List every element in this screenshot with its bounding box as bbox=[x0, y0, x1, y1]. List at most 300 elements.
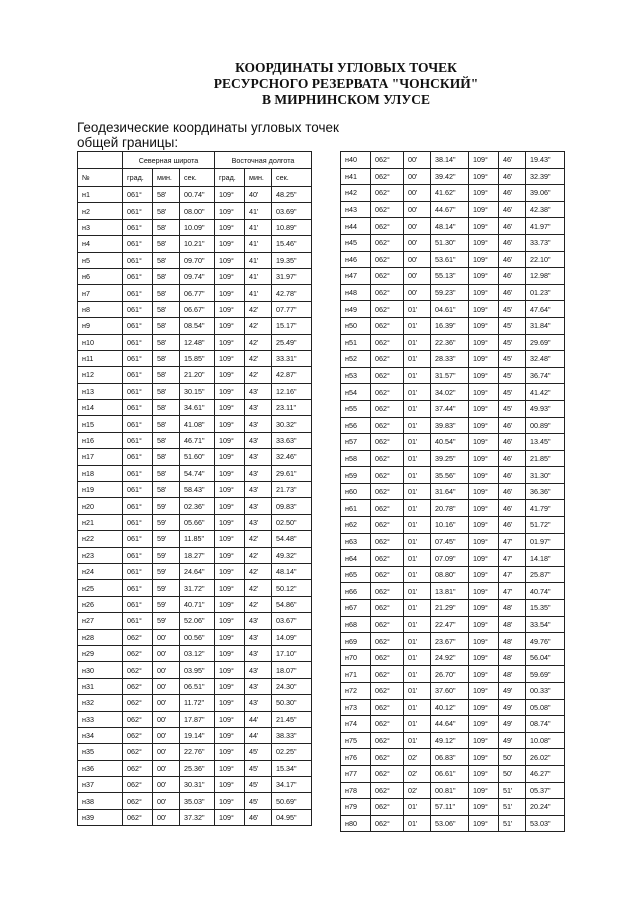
lat-deg-cell: 061° bbox=[123, 334, 153, 350]
lat-deg-cell: 061° bbox=[123, 531, 153, 547]
lat-min-cell: 58' bbox=[153, 203, 180, 219]
lat-sec-cell: 22.47" bbox=[431, 616, 469, 633]
lat-deg-cell: 062° bbox=[371, 251, 404, 268]
header-lat-deg: град. bbox=[123, 169, 153, 187]
lat-min-cell: 01' bbox=[404, 434, 431, 451]
point-id-cell: н27 bbox=[78, 613, 123, 629]
lon-min-cell: 45' bbox=[499, 384, 526, 401]
lon-min-cell: 46' bbox=[499, 268, 526, 285]
lat-sec-cell: 30.15" bbox=[180, 383, 215, 399]
lon-sec-cell: 41.42" bbox=[526, 384, 565, 401]
lon-sec-cell: 10.08" bbox=[526, 732, 565, 749]
lon-min-cell: 46' bbox=[499, 201, 526, 218]
lon-min-cell: 48' bbox=[499, 616, 526, 633]
lat-sec-cell: 12.48" bbox=[180, 334, 215, 350]
lat-min-cell: 58' bbox=[153, 285, 180, 301]
lat-deg-cell: 062° bbox=[371, 351, 404, 368]
lat-deg-cell: 062° bbox=[371, 317, 404, 334]
lon-deg-cell: 109° bbox=[469, 384, 499, 401]
lat-deg-cell: 062° bbox=[371, 483, 404, 500]
lon-sec-cell: 36.74" bbox=[526, 367, 565, 384]
lon-min-cell: 43' bbox=[245, 514, 272, 530]
lon-min-cell: 47' bbox=[499, 583, 526, 600]
table-row bbox=[78, 318, 312, 334]
lon-deg-cell: 109° bbox=[215, 252, 245, 268]
lat-deg-cell: 061° bbox=[123, 203, 153, 219]
lat-sec-cell: 16.39" bbox=[431, 317, 469, 334]
lon-min-cell: 44' bbox=[245, 727, 272, 743]
lon-deg-cell: 109° bbox=[215, 449, 245, 465]
lat-sec-cell: 41.62" bbox=[431, 185, 469, 202]
lon-deg-cell: 109° bbox=[215, 629, 245, 645]
lat-deg-cell: 062° bbox=[371, 616, 404, 633]
lat-deg-cell: 062° bbox=[371, 799, 404, 816]
point-id-cell: н35 bbox=[78, 744, 123, 760]
lon-sec-cell: 19.43" bbox=[526, 152, 565, 169]
lon-sec-cell: 24.30" bbox=[272, 678, 312, 694]
lat-deg-cell: 062° bbox=[123, 678, 153, 694]
lat-sec-cell: 35.56" bbox=[431, 467, 469, 484]
lon-min-cell: 45' bbox=[499, 367, 526, 384]
lat-min-cell: 00' bbox=[404, 218, 431, 235]
lat-sec-cell: 39.42" bbox=[431, 168, 469, 185]
lat-sec-cell: 26.70" bbox=[431, 666, 469, 683]
lat-min-cell: 01' bbox=[404, 334, 431, 351]
lat-deg-cell: 061° bbox=[123, 301, 153, 317]
lat-sec-cell: 10.21" bbox=[180, 236, 215, 252]
lat-deg-cell: 061° bbox=[123, 465, 153, 481]
table-row bbox=[341, 500, 565, 517]
lon-sec-cell: 34.17" bbox=[272, 777, 312, 793]
lat-min-cell: 00' bbox=[404, 234, 431, 251]
point-id-cell: н53 bbox=[341, 367, 371, 384]
lon-sec-cell: 39.06" bbox=[526, 185, 565, 202]
lon-deg-cell: 109° bbox=[215, 695, 245, 711]
lon-min-cell: 48' bbox=[499, 633, 526, 650]
lat-deg-cell: 062° bbox=[371, 533, 404, 550]
lat-min-cell: 00' bbox=[404, 168, 431, 185]
table-row bbox=[341, 782, 565, 799]
point-id-cell: н4 bbox=[78, 236, 123, 252]
lon-min-cell: 46' bbox=[499, 467, 526, 484]
lon-deg-cell: 109° bbox=[215, 318, 245, 334]
point-id-cell: н77 bbox=[341, 765, 371, 782]
lat-deg-cell: 062° bbox=[371, 168, 404, 185]
lon-min-cell: 40' bbox=[245, 187, 272, 203]
point-id-cell: н9 bbox=[78, 318, 123, 334]
lat-sec-cell: 03.95" bbox=[180, 662, 215, 678]
lat-sec-cell: 07.45" bbox=[431, 533, 469, 550]
lat-min-cell: 00' bbox=[404, 185, 431, 202]
lat-min-cell: 01' bbox=[404, 483, 431, 500]
table-row bbox=[341, 400, 565, 417]
table-row bbox=[78, 187, 312, 203]
point-id-cell: н13 bbox=[78, 383, 123, 399]
lon-deg-cell: 109° bbox=[215, 563, 245, 579]
lon-deg-cell: 109° bbox=[469, 749, 499, 766]
lon-sec-cell: 46.27" bbox=[526, 765, 565, 782]
lon-min-cell: 46' bbox=[499, 284, 526, 301]
lat-deg-cell: 061° bbox=[123, 268, 153, 284]
lon-min-cell: 42' bbox=[245, 580, 272, 596]
lat-deg-cell: 061° bbox=[123, 236, 153, 252]
lat-min-cell: 58' bbox=[153, 318, 180, 334]
lon-deg-cell: 109° bbox=[215, 580, 245, 596]
lat-sec-cell: 10.09" bbox=[180, 219, 215, 235]
lon-deg-cell: 109° bbox=[469, 649, 499, 666]
lat-deg-cell: 062° bbox=[371, 583, 404, 600]
lat-min-cell: 01' bbox=[404, 317, 431, 334]
lat-deg-cell: 061° bbox=[123, 580, 153, 596]
lon-deg-cell: 109° bbox=[469, 251, 499, 268]
point-id-cell: н75 bbox=[341, 732, 371, 749]
point-id-cell: н70 bbox=[341, 649, 371, 666]
table-row bbox=[341, 417, 565, 434]
lon-sec-cell: 59.69" bbox=[526, 666, 565, 683]
lon-min-cell: 43' bbox=[245, 449, 272, 465]
lon-sec-cell: 02.25" bbox=[272, 744, 312, 760]
lon-sec-cell: 41.97" bbox=[526, 218, 565, 235]
lat-min-cell: 00' bbox=[153, 629, 180, 645]
header-lat-min: мин. bbox=[153, 169, 180, 187]
lon-min-cell: 46' bbox=[499, 517, 526, 534]
lat-sec-cell: 49.12" bbox=[431, 732, 469, 749]
lon-min-cell: 43' bbox=[245, 482, 272, 498]
lon-min-cell: 45' bbox=[499, 334, 526, 351]
lat-sec-cell: 17.87" bbox=[180, 711, 215, 727]
lat-deg-cell: 062° bbox=[123, 645, 153, 661]
lon-min-cell: 48' bbox=[499, 600, 526, 617]
lon-sec-cell: 33.31" bbox=[272, 350, 312, 366]
table-row bbox=[78, 662, 312, 678]
point-id-cell: н8 bbox=[78, 301, 123, 317]
lon-deg-cell: 109° bbox=[469, 517, 499, 534]
lat-min-cell: 58' bbox=[153, 449, 180, 465]
table-row bbox=[341, 351, 565, 368]
table-row bbox=[78, 727, 312, 743]
lat-min-cell: 01' bbox=[404, 384, 431, 401]
lat-deg-cell: 062° bbox=[371, 417, 404, 434]
lon-min-cell: 45' bbox=[245, 793, 272, 809]
lat-sec-cell: 22.76" bbox=[180, 744, 215, 760]
lat-sec-cell: 39.25" bbox=[431, 450, 469, 467]
point-id-cell: н34 bbox=[78, 727, 123, 743]
lat-min-cell: 01' bbox=[404, 583, 431, 600]
lon-sec-cell: 32.48" bbox=[526, 351, 565, 368]
lon-sec-cell: 12.98" bbox=[526, 268, 565, 285]
point-id-cell: н63 bbox=[341, 533, 371, 550]
lat-deg-cell: 062° bbox=[371, 301, 404, 318]
lon-sec-cell: 48.25" bbox=[272, 187, 312, 203]
lon-min-cell: 42' bbox=[245, 367, 272, 383]
coordinates-table-right bbox=[340, 151, 565, 832]
lat-min-cell: 01' bbox=[404, 815, 431, 832]
lon-min-cell: 45' bbox=[245, 744, 272, 760]
header-lon-min: мин. bbox=[245, 169, 272, 187]
table-row bbox=[341, 367, 565, 384]
point-id-cell: н6 bbox=[78, 268, 123, 284]
lon-min-cell: 42' bbox=[245, 318, 272, 334]
point-id-cell: н1 bbox=[78, 187, 123, 203]
lon-deg-cell: 109° bbox=[469, 201, 499, 218]
table-row bbox=[78, 711, 312, 727]
lon-deg-cell: 109° bbox=[215, 793, 245, 809]
lon-deg-cell: 109° bbox=[469, 765, 499, 782]
lat-deg-cell: 061° bbox=[123, 416, 153, 432]
lon-min-cell: 46' bbox=[499, 417, 526, 434]
table-row bbox=[341, 815, 565, 832]
lon-sec-cell: 14.18" bbox=[526, 550, 565, 567]
lon-sec-cell: 49.32" bbox=[272, 547, 312, 563]
lat-min-cell: 59' bbox=[153, 547, 180, 563]
table-row bbox=[341, 301, 565, 318]
lat-deg-cell: 062° bbox=[371, 367, 404, 384]
lat-deg-cell: 062° bbox=[371, 450, 404, 467]
lon-deg-cell: 109° bbox=[215, 596, 245, 612]
lat-deg-cell: 061° bbox=[123, 285, 153, 301]
lat-min-cell: 02' bbox=[404, 749, 431, 766]
lat-min-cell: 01' bbox=[404, 633, 431, 650]
lon-sec-cell: 01.23" bbox=[526, 284, 565, 301]
point-id-cell: н78 bbox=[341, 782, 371, 799]
lon-sec-cell: 56.04" bbox=[526, 649, 565, 666]
lat-sec-cell: 34.61" bbox=[180, 400, 215, 416]
point-id-cell: н69 bbox=[341, 633, 371, 650]
lon-deg-cell: 109° bbox=[469, 583, 499, 600]
lat-sec-cell: 06.77" bbox=[180, 285, 215, 301]
table-row bbox=[341, 317, 565, 334]
lat-sec-cell: 06.83" bbox=[431, 749, 469, 766]
lon-min-cell: 45' bbox=[245, 760, 272, 776]
lat-sec-cell: 44.67" bbox=[431, 201, 469, 218]
table-row bbox=[341, 234, 565, 251]
lat-deg-cell: 062° bbox=[123, 711, 153, 727]
lat-sec-cell: 04.61" bbox=[431, 301, 469, 318]
lat-deg-cell: 062° bbox=[371, 284, 404, 301]
lon-sec-cell: 32.39" bbox=[526, 168, 565, 185]
lat-sec-cell: 28.33" bbox=[431, 351, 469, 368]
lat-deg-cell: 061° bbox=[123, 432, 153, 448]
lat-min-cell: 59' bbox=[153, 498, 180, 514]
coordinates-table-left bbox=[77, 151, 312, 826]
lon-min-cell: 42' bbox=[245, 547, 272, 563]
table-row bbox=[78, 629, 312, 645]
lat-min-cell: 01' bbox=[404, 417, 431, 434]
header-north-latitude: Северная широта bbox=[123, 152, 215, 169]
lat-sec-cell: 59.23" bbox=[431, 284, 469, 301]
point-id-cell: н16 bbox=[78, 432, 123, 448]
lon-deg-cell: 109° bbox=[215, 236, 245, 252]
table-row bbox=[78, 514, 312, 530]
lon-deg-cell: 109° bbox=[469, 732, 499, 749]
lon-deg-cell: 109° bbox=[469, 434, 499, 451]
lon-min-cell: 51' bbox=[499, 799, 526, 816]
lat-sec-cell: 23.67" bbox=[431, 633, 469, 650]
lon-min-cell: 41' bbox=[245, 219, 272, 235]
subtitle-line-2: общей границы: bbox=[77, 135, 179, 150]
lon-sec-cell: 36.36" bbox=[526, 483, 565, 500]
lon-min-cell: 43' bbox=[245, 400, 272, 416]
lat-deg-cell: 061° bbox=[123, 252, 153, 268]
lat-deg-cell: 062° bbox=[123, 727, 153, 743]
lat-min-cell: 58' bbox=[153, 252, 180, 268]
lat-sec-cell: 35.03" bbox=[180, 793, 215, 809]
table-row bbox=[78, 793, 312, 809]
table-row bbox=[78, 203, 312, 219]
lat-min-cell: 01' bbox=[404, 550, 431, 567]
table-row bbox=[341, 649, 565, 666]
point-id-cell: н56 bbox=[341, 417, 371, 434]
table-row bbox=[78, 531, 312, 547]
lat-sec-cell: 18.27" bbox=[180, 547, 215, 563]
table-row bbox=[78, 449, 312, 465]
lat-deg-cell: 061° bbox=[123, 482, 153, 498]
lon-min-cell: 43' bbox=[245, 613, 272, 629]
lat-sec-cell: 55.13" bbox=[431, 268, 469, 285]
lon-sec-cell: 50.69" bbox=[272, 793, 312, 809]
lon-min-cell: 43' bbox=[245, 416, 272, 432]
point-id-cell: н43 bbox=[341, 201, 371, 218]
lat-sec-cell: 00.56" bbox=[180, 629, 215, 645]
lat-sec-cell: 53.06" bbox=[431, 815, 469, 832]
lon-sec-cell: 21.73" bbox=[272, 482, 312, 498]
lon-deg-cell: 109° bbox=[215, 711, 245, 727]
lat-min-cell: 00' bbox=[153, 727, 180, 743]
lat-deg-cell: 061° bbox=[123, 613, 153, 629]
point-id-cell: н30 bbox=[78, 662, 123, 678]
lat-min-cell: 00' bbox=[404, 251, 431, 268]
table-row bbox=[78, 744, 312, 760]
lat-deg-cell: 062° bbox=[371, 201, 404, 218]
lon-min-cell: 45' bbox=[499, 351, 526, 368]
lon-deg-cell: 109° bbox=[469, 301, 499, 318]
lon-deg-cell: 109° bbox=[215, 482, 245, 498]
point-id-cell: н45 bbox=[341, 234, 371, 251]
lat-min-cell: 58' bbox=[153, 301, 180, 317]
lat-deg-cell: 061° bbox=[123, 596, 153, 612]
lat-min-cell: 01' bbox=[404, 699, 431, 716]
table-row bbox=[341, 550, 565, 567]
lon-deg-cell: 109° bbox=[469, 683, 499, 700]
lat-deg-cell: 061° bbox=[123, 563, 153, 579]
point-id-cell: н14 bbox=[78, 400, 123, 416]
lon-min-cell: 47' bbox=[499, 550, 526, 567]
table-row bbox=[341, 483, 565, 500]
lat-deg-cell: 062° bbox=[123, 793, 153, 809]
table-header-units-row bbox=[78, 169, 312, 187]
lat-deg-cell: 062° bbox=[371, 683, 404, 700]
lat-min-cell: 01' bbox=[404, 400, 431, 417]
table-row bbox=[78, 236, 312, 252]
table-row bbox=[78, 219, 312, 235]
document-title bbox=[0, 60, 640, 108]
lat-min-cell: 00' bbox=[153, 793, 180, 809]
lat-min-cell: 59' bbox=[153, 613, 180, 629]
lon-min-cell: 42' bbox=[245, 350, 272, 366]
point-id-cell: н19 bbox=[78, 482, 123, 498]
lon-min-cell: 46' bbox=[499, 185, 526, 202]
lat-sec-cell: 30.31" bbox=[180, 777, 215, 793]
lat-sec-cell: 06.67" bbox=[180, 301, 215, 317]
lat-min-cell: 58' bbox=[153, 416, 180, 432]
lon-deg-cell: 109° bbox=[215, 416, 245, 432]
table-row bbox=[341, 268, 565, 285]
lon-sec-cell: 18.07" bbox=[272, 662, 312, 678]
lat-sec-cell: 52.06" bbox=[180, 613, 215, 629]
lon-deg-cell: 109° bbox=[469, 483, 499, 500]
lon-deg-cell: 109° bbox=[469, 334, 499, 351]
lon-min-cell: 48' bbox=[499, 666, 526, 683]
lat-sec-cell: 31.57" bbox=[431, 367, 469, 384]
lat-deg-cell: 062° bbox=[371, 666, 404, 683]
lon-sec-cell: 12.16" bbox=[272, 383, 312, 399]
header-number: № bbox=[78, 169, 123, 187]
lon-sec-cell: 49.93" bbox=[526, 400, 565, 417]
lat-deg-cell: 062° bbox=[371, 517, 404, 534]
lat-min-cell: 00' bbox=[404, 284, 431, 301]
lat-min-cell: 01' bbox=[404, 666, 431, 683]
lat-min-cell: 01' bbox=[404, 600, 431, 617]
table-header-group-row bbox=[78, 152, 312, 169]
lat-min-cell: 02' bbox=[404, 782, 431, 799]
lat-deg-cell: 062° bbox=[371, 633, 404, 650]
point-id-cell: н2 bbox=[78, 203, 123, 219]
table-row bbox=[78, 613, 312, 629]
lat-sec-cell: 40.54" bbox=[431, 434, 469, 451]
lat-sec-cell: 15.85" bbox=[180, 350, 215, 366]
lat-deg-cell: 061° bbox=[123, 367, 153, 383]
lon-sec-cell: 29.61" bbox=[272, 465, 312, 481]
point-id-cell: н24 bbox=[78, 563, 123, 579]
lat-sec-cell: 21.29" bbox=[431, 600, 469, 617]
lat-min-cell: 58' bbox=[153, 367, 180, 383]
lon-sec-cell: 42.78" bbox=[272, 285, 312, 301]
lat-deg-cell: 061° bbox=[123, 514, 153, 530]
lat-min-cell: 58' bbox=[153, 187, 180, 203]
table-row bbox=[341, 168, 565, 185]
lon-deg-cell: 109° bbox=[469, 351, 499, 368]
lon-min-cell: 46' bbox=[499, 434, 526, 451]
lat-sec-cell: 09.70" bbox=[180, 252, 215, 268]
lat-deg-cell: 062° bbox=[123, 744, 153, 760]
lat-sec-cell: 11.85" bbox=[180, 531, 215, 547]
lon-deg-cell: 109° bbox=[215, 400, 245, 416]
lon-deg-cell: 109° bbox=[215, 760, 245, 776]
lat-min-cell: 00' bbox=[153, 744, 180, 760]
lon-deg-cell: 109° bbox=[215, 301, 245, 317]
lon-sec-cell: 54.86" bbox=[272, 596, 312, 612]
lat-min-cell: 59' bbox=[153, 596, 180, 612]
table-row bbox=[78, 580, 312, 596]
lat-sec-cell: 24.64" bbox=[180, 563, 215, 579]
point-id-cell: н65 bbox=[341, 566, 371, 583]
lat-deg-cell: 062° bbox=[123, 760, 153, 776]
lat-min-cell: 58' bbox=[153, 465, 180, 481]
lon-deg-cell: 109° bbox=[215, 645, 245, 661]
lat-sec-cell: 06.51" bbox=[180, 678, 215, 694]
lat-deg-cell: 062° bbox=[371, 732, 404, 749]
lon-sec-cell: 01.97" bbox=[526, 533, 565, 550]
point-id-cell: н17 bbox=[78, 449, 123, 465]
lat-deg-cell: 062° bbox=[371, 334, 404, 351]
lat-sec-cell: 08.80" bbox=[431, 566, 469, 583]
lon-sec-cell: 20.24" bbox=[526, 799, 565, 816]
lon-min-cell: 41' bbox=[245, 203, 272, 219]
lat-min-cell: 02' bbox=[404, 765, 431, 782]
table-row bbox=[341, 152, 565, 169]
point-id-cell: н57 bbox=[341, 434, 371, 451]
lat-deg-cell: 062° bbox=[371, 765, 404, 782]
